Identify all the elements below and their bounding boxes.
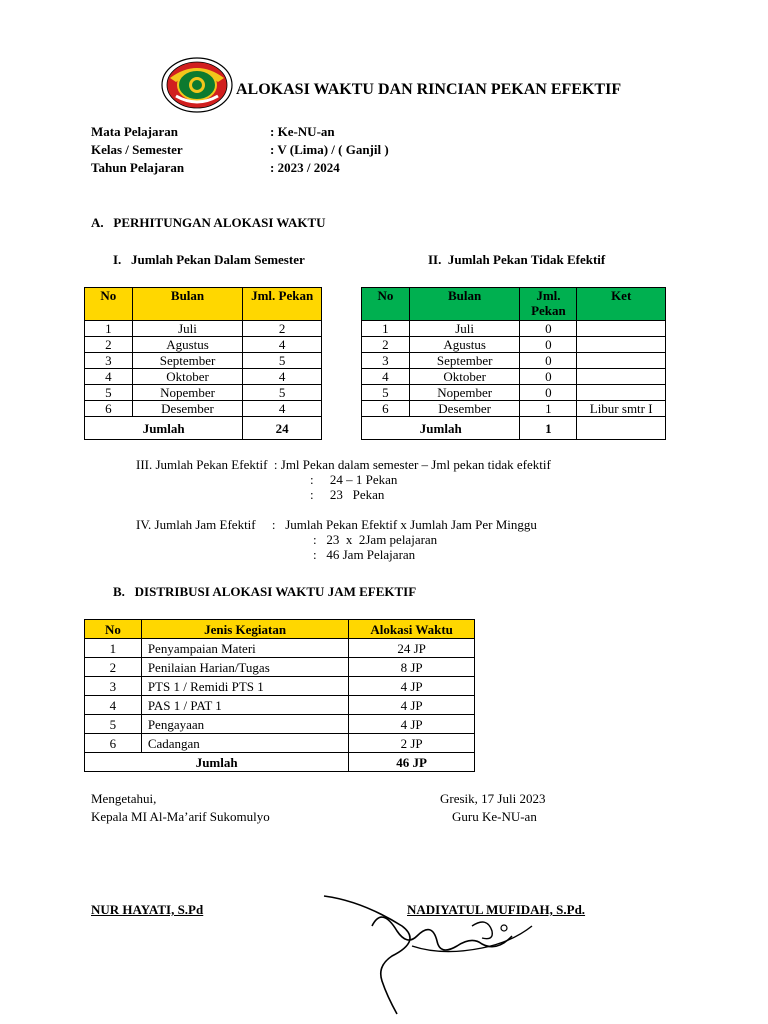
place-date: Gresik, 17 Juli 2023	[440, 791, 546, 806]
class-label: Kelas / Semester	[91, 142, 183, 157]
table-cell: Oktober	[132, 369, 243, 385]
table-cell: 3	[85, 677, 142, 696]
table-cell: 2	[85, 337, 133, 353]
headmaster-title: Kepala MI Al-Ma’arif Sukomulyo	[91, 809, 270, 824]
total-value: 24	[243, 417, 322, 440]
table-cell: Nopember	[409, 385, 520, 401]
table-cell: Agustus	[409, 337, 520, 353]
table-cell	[577, 337, 666, 353]
table-cell: 2	[243, 321, 322, 337]
table-header: Jml. Pekan	[520, 288, 577, 321]
effective-weeks-line3: : 23 Pekan	[310, 487, 385, 502]
table-cell: PTS 1 / Remidi PTS 1	[141, 677, 348, 696]
subject-label: Mata Pelajaran	[91, 124, 179, 139]
table-cell: Desember	[132, 401, 243, 417]
subsection-i-heading: I. Jumlah Pekan Dalam Semester	[113, 252, 305, 267]
table-cell: Libur smtr I	[577, 401, 666, 417]
table-cell: 5	[243, 385, 322, 401]
table-cell: 6	[362, 401, 410, 417]
table-cell: 2 JP	[349, 734, 475, 753]
table-cell: 0	[520, 369, 577, 385]
table-cell: 2	[85, 658, 142, 677]
table-cell: 6	[85, 734, 142, 753]
table-cell: 0	[520, 321, 577, 337]
table-cell	[577, 353, 666, 369]
teacher-title: Guru Ke-NU-an	[452, 809, 537, 824]
table-cell: Penyampaian Materi	[141, 639, 348, 658]
table-cell: 4	[243, 369, 322, 385]
table-cell: 5	[85, 385, 133, 401]
table-cell: 1	[362, 321, 410, 337]
table-cell: 4	[243, 337, 322, 353]
table-cell: 0	[520, 385, 577, 401]
teacher-name: NADIYATUL MUFIDAH, S.Pd.	[407, 902, 586, 917]
table-cell: 4	[85, 696, 142, 715]
table-cell: 8 JP	[349, 658, 475, 677]
effective-hours-line3: : 46 Jam Pelajaran	[313, 547, 416, 562]
table-cell: 5	[243, 353, 322, 369]
table-cell: 6	[85, 401, 133, 417]
table-cell: 3	[362, 353, 410, 369]
table-cell: 0	[520, 353, 577, 369]
table-cell: 4	[85, 369, 133, 385]
table-cell: PAS 1 / PAT 1	[141, 696, 348, 715]
acknowledged-label: Mengetahui,	[91, 791, 157, 806]
table-header: Jenis Kegiatan	[141, 620, 348, 639]
effective-weeks-line1: III. Jumlah Pekan Efektif : Jml Pekan dalam semester – Jml pekan tidak efektif	[136, 457, 551, 472]
table-header: Alokasi Waktu	[349, 620, 475, 639]
subsection-ii-heading: II. Jumlah Pekan Tidak Efektif	[428, 252, 606, 267]
table-cell: 4 JP	[349, 696, 475, 715]
table-cell: 4 JP	[349, 677, 475, 696]
table-cell: Nopember	[132, 385, 243, 401]
table-header: No	[85, 620, 142, 639]
weeks-in-semester-table	[84, 287, 322, 440]
headmaster-name: NUR HAYATI, S.Pd	[91, 902, 204, 917]
table-header: Jml. Pekan	[243, 288, 322, 321]
table-cell: 1	[85, 639, 142, 658]
table-cell: Juli	[409, 321, 520, 337]
table-header: Ket	[577, 288, 666, 321]
table-cell	[577, 417, 666, 440]
table-cell: September	[409, 353, 520, 369]
subject-value: : Ke-NU-an	[270, 124, 335, 139]
total-value: 46 JP	[349, 753, 475, 772]
class-value: : V (Lima) / ( Ganjil )	[270, 142, 389, 157]
table-cell: Pengayaan	[141, 715, 348, 734]
table-cell: 2	[362, 337, 410, 353]
table-cell: 0	[520, 337, 577, 353]
section-b-heading: B. DISTRIBUSI ALOKASI WAKTU JAM EFEKTIF	[113, 584, 417, 599]
total-label: Jumlah	[85, 753, 349, 772]
table-cell: 4	[243, 401, 322, 417]
table-cell: 4	[362, 369, 410, 385]
total-label: Jumlah	[85, 417, 243, 440]
table-cell: 1	[520, 401, 577, 417]
non-effective-weeks-table	[361, 287, 666, 440]
year-value: : 2023 / 2024	[270, 160, 340, 175]
table-header: No	[85, 288, 133, 321]
total-label: Jumlah	[362, 417, 520, 440]
table-cell	[577, 369, 666, 385]
table-cell: Oktober	[409, 369, 520, 385]
table-cell: September	[132, 353, 243, 369]
year-label: Tahun Pelajaran	[91, 160, 185, 175]
table-header: Bulan	[409, 288, 520, 321]
table-cell: Cadangan	[141, 734, 348, 753]
table-cell: 5	[362, 385, 410, 401]
table-cell: 24 JP	[349, 639, 475, 658]
effective-hours-line2: : 23 x 2Jam pelajaran	[313, 532, 438, 547]
table-cell	[577, 321, 666, 337]
section-a-heading: A. PERHITUNGAN ALOKASI WAKTU	[91, 215, 326, 230]
table-cell: Desember	[409, 401, 520, 417]
effective-hours-line1: IV. Jumlah Jam Efektif : Jumlah Pekan Efektif x Jumlah Jam Per Minggu	[136, 517, 537, 532]
table-cell: 1	[85, 321, 133, 337]
school-logo	[160, 56, 234, 114]
total-value: 1	[520, 417, 577, 440]
table-header: Bulan	[132, 288, 243, 321]
table-cell: 3	[85, 353, 133, 369]
table-header: No	[362, 288, 410, 321]
page-title: ALOKASI WAKTU DAN RINCIAN PEKAN EFEKTIF	[236, 81, 622, 98]
table-cell: Agustus	[132, 337, 243, 353]
table-cell: Penilaian Harian/Tugas	[141, 658, 348, 677]
effective-weeks-line2: : 24 – 1 Pekan	[310, 472, 398, 487]
table-cell: 5	[85, 715, 142, 734]
table-cell	[577, 385, 666, 401]
table-cell: Juli	[132, 321, 243, 337]
table-cell: 4 JP	[349, 715, 475, 734]
time-distribution-table	[84, 619, 475, 772]
